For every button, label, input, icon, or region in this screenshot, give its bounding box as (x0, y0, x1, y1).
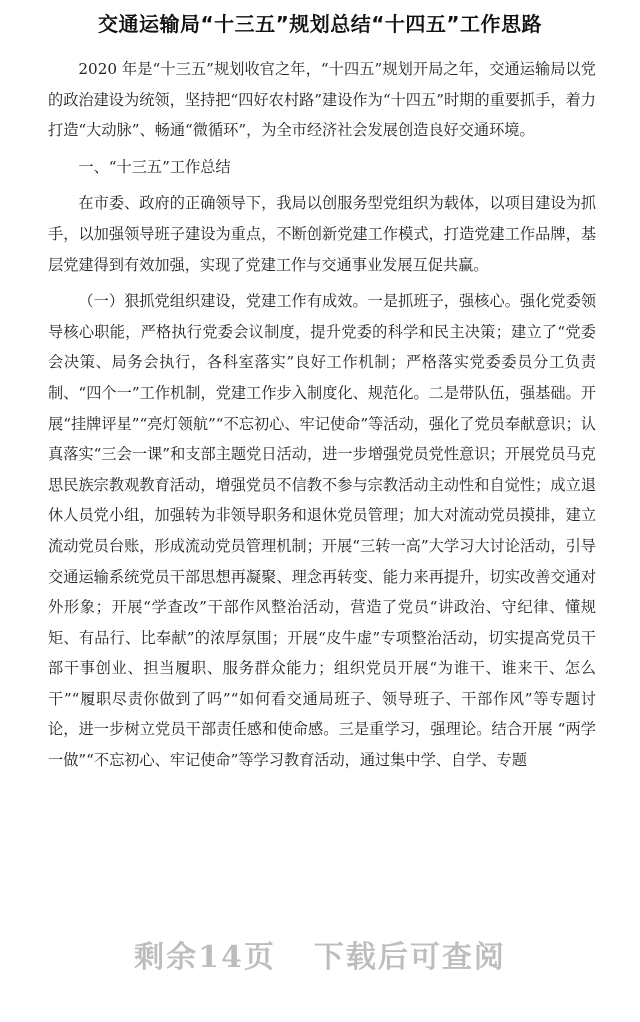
download-prompt[interactable] (0, 936, 640, 980)
remaining-pages-text: 剩余14页 (134, 940, 276, 975)
document-body (48, 54, 596, 776)
document-title: 交通运输局“十三五”规划总结“十四五”工作思路 (97, 12, 543, 36)
summary-paragraph: 在市委、政府的正确领导下，我局以创服务型党组织为载体，以项目建设为抓手，以加强领导班子建设为重点，不断创新党建工作模式，打造党建工作品牌，基层党建得到有效加强，实现了党建工作与交通事业发展互促共赢。 (48, 194, 596, 274)
section-heading: 一、“十三五”工作总结 (78, 157, 231, 176)
download-hint-text: 下载后可查阅 (313, 940, 506, 975)
intro-paragraph: 2020 年是“十三五”规划收官之年，“十四五”规划开局之年，交通运输局以党的政治建设为统领，坚持把“四好农村路”建设作为“十四五”时期的重要抓手，着力打造“大动脉”、畅通“微循环”，为全市经济社会发展创造良好交通环境。 (48, 60, 596, 140)
party-building-paragraph: （一）狠抓党组织建设，党建工作有成效。一是抓班子，强核心。强化党委领导核心职能，严格执行党委会议制度，提升党委的科学和民主决策；建立了“党委会决策、局务会执行，各科室落实”良好工作机制；严格落实党委委员分工负责制、“四个一”工作机制，党建工作步入制度化、规范化。二是带队伍，强基础。开展“挂牌评星”“亮灯领航”“不忘初心、牢记使命”等活动，强化了党员奉献意识；认真落实“三会一课”和支部主题党日活动，进一步增强党员党性意识；开展党员马克思民族宗教观教育活动，增强党员不信教不参与宗教活动主动性和自觉性；成立退休人员党小组，加强转为非领导职务和退休党员管理；加大对流动党员摸排，建立流动党员台账，形成流动党员管理机制；开展“三转一高”大学习大讨论活动，引导交通运输系统党员干部思想再凝聚、理念再转变、能力来再提升，切实改善交通对外形象；开展“学查改”干部作风整治活动，营造了党员“讲政治、守纪律、懂规矩、有品行、比奉献”的浓厚氛围；开展“皮牛虚”专项整治活动，切实提高党员干部干事创业、担当履职、服务群众能力；组织党员开展“为谁干、谁来干、怎么干”“履职尽责你做到了吗”“如何看交通局班子、领导班子、干部作风”等专题讨论，进一步树立党员干部责任感和使命感。三是重学习，强理论。结合开展 “两学一做”“不忘初心、牢记使命”等学习教育活动，通过集中学、自学、专题 (48, 292, 596, 770)
